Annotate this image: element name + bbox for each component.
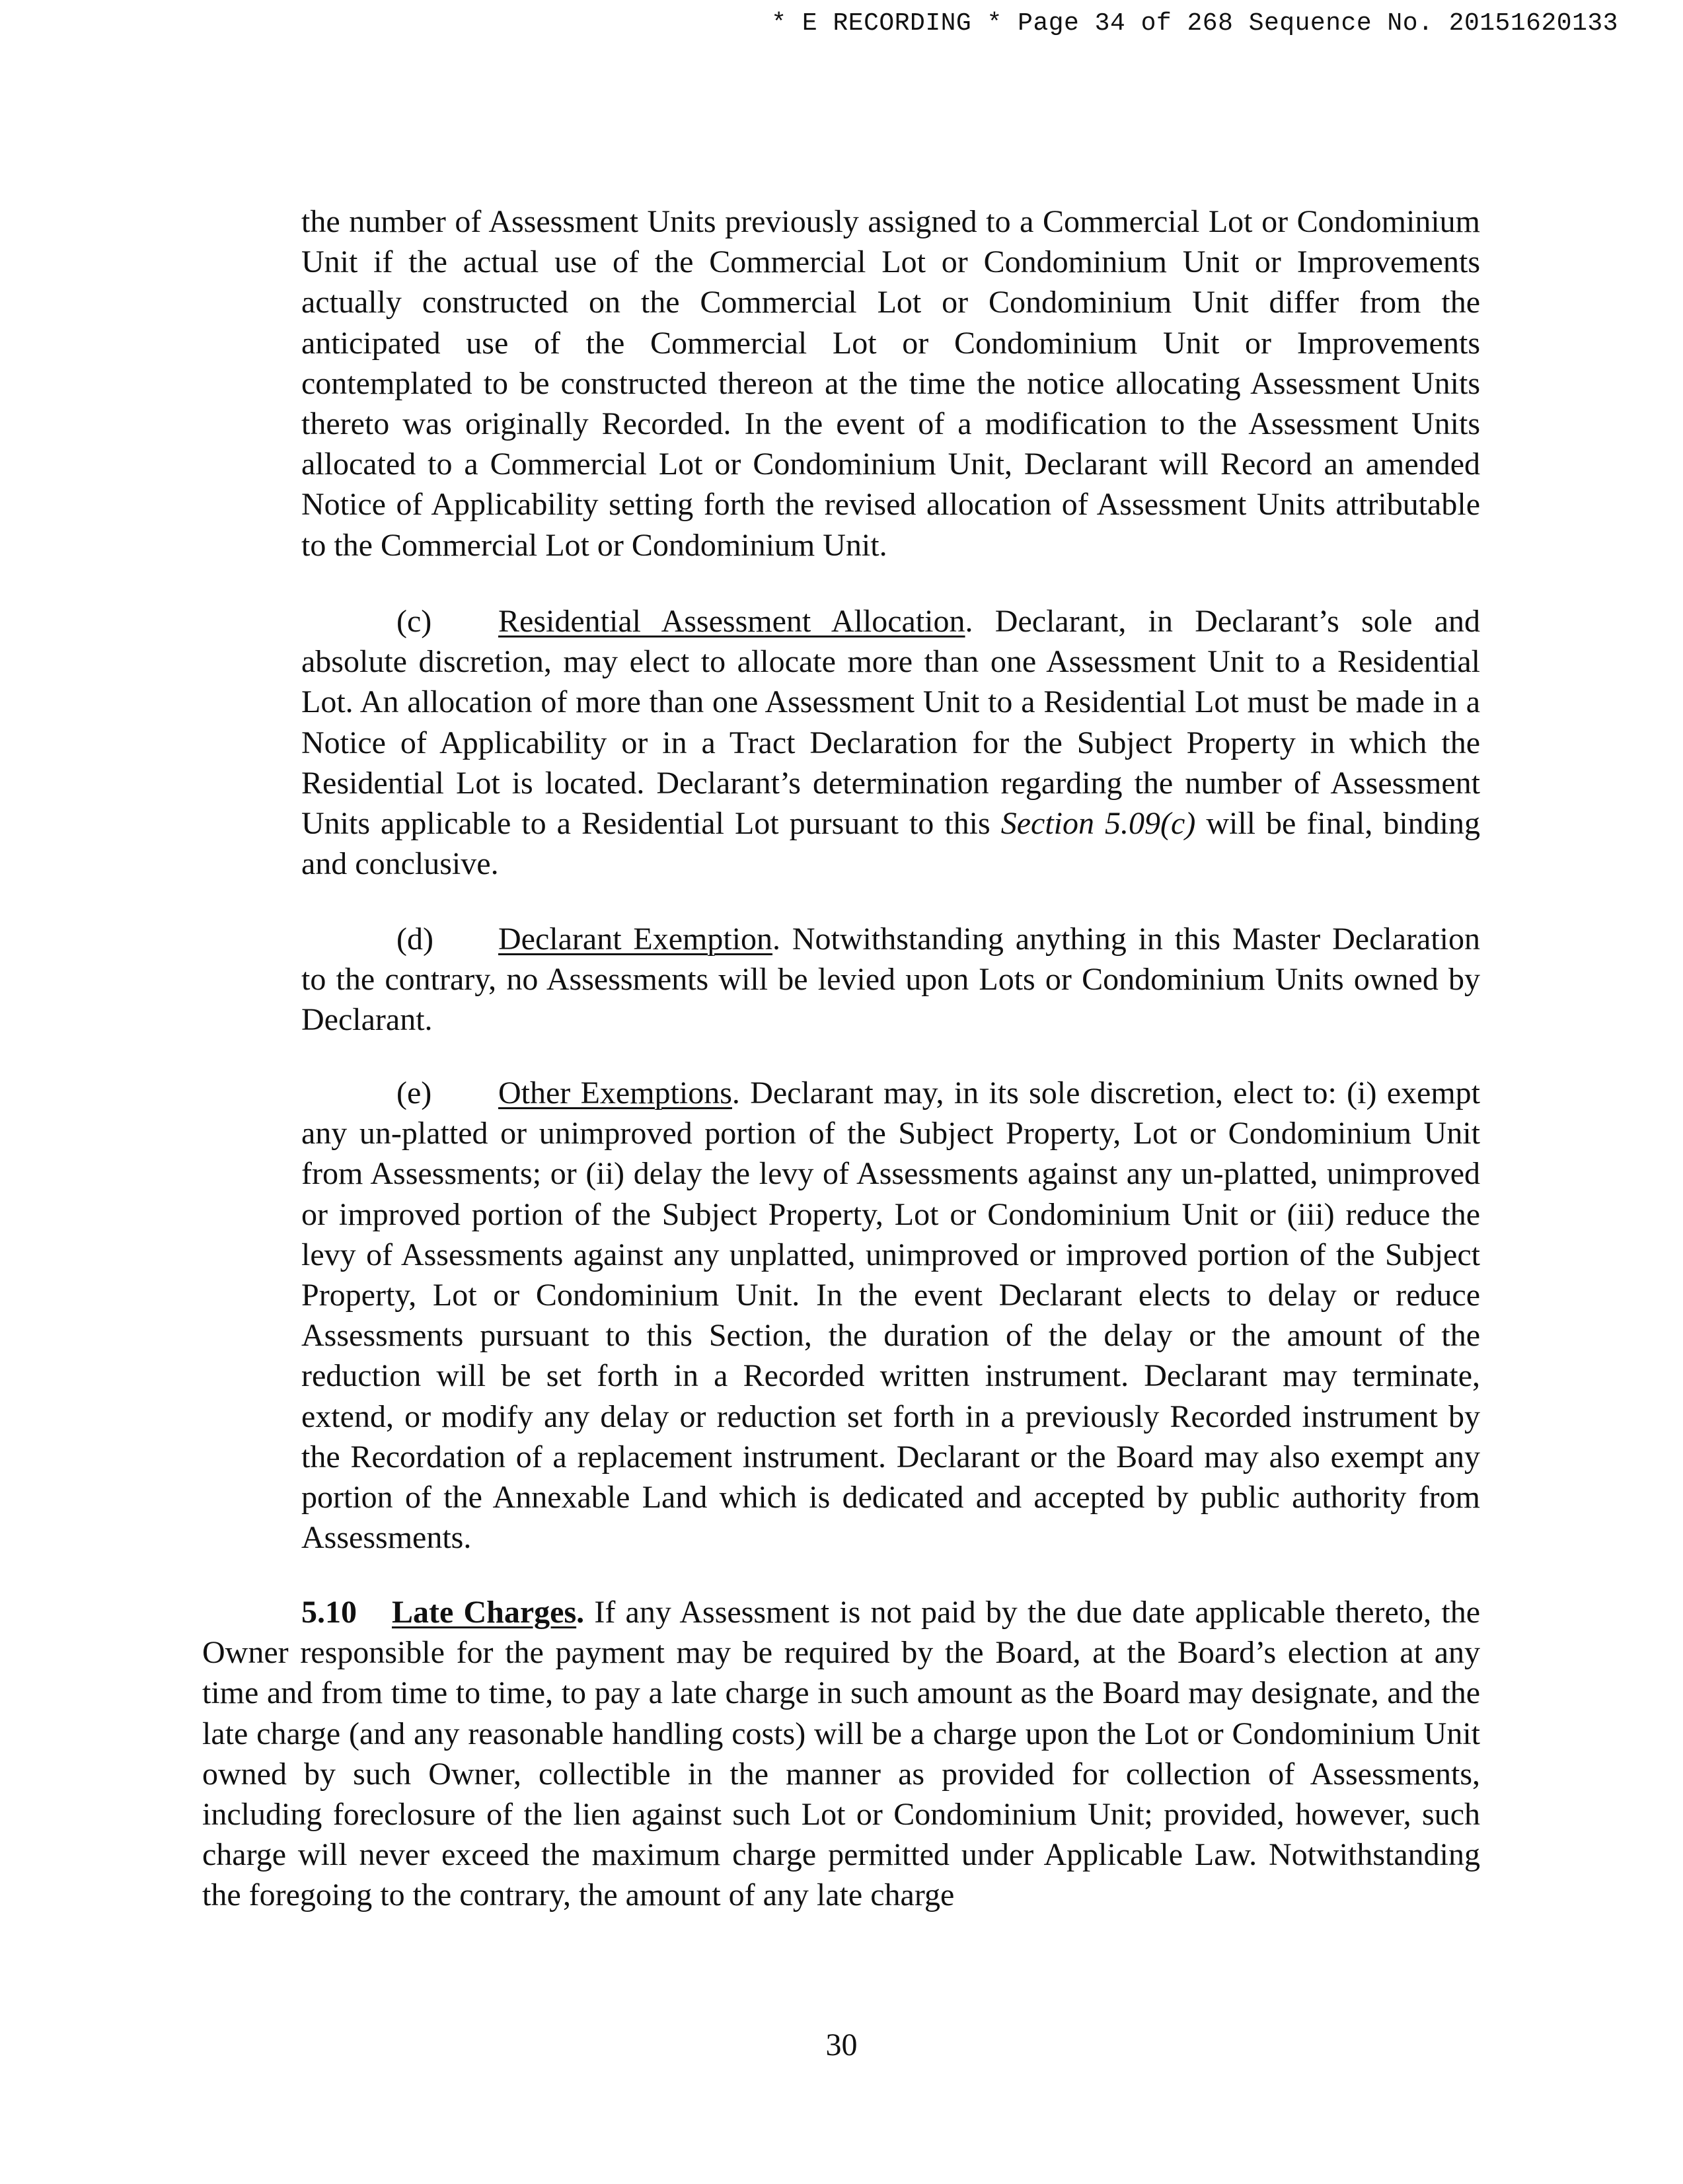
subsection-e-heading: Other Exemptions — [498, 1075, 732, 1110]
page-number: 30 — [825, 2027, 858, 2062]
subsection-e — [301, 1073, 1480, 1558]
subsection-e-enum: (e) — [396, 1075, 432, 1110]
subsection-e-text: . Declarant may, in its sole discretion, elect to: (i) exempt any un-platted or unimproved portion of the Subject Property, Lot or Condominium Unit from Assessments; or (ii) delay the levy of Assessments against any un-platted, unimproved or improved portion of the Subject Property, Lot or Condominium Unit or (iii) reduce the levy of Assessments against any unplatted, unimproved or improved portion of the Subject Property, Lot or Condominium Unit. In the event Declarant elects to delay or reduce Assessments pursuant to this Section, the duration of the delay or the amount of the reduction will be set forth in a Recorded written instrument. Declarant may terminate, extend, or modify any delay or reduction set forth in a previously Recorded instrument by the Recordation of a replacement instrument. Declarant or the Board may also exempt any portion of the Annexable Land which is dedicated and accepted by public authority from Assessments. — [301, 1075, 1480, 1556]
subsection-c-enum: (c) — [396, 604, 432, 639]
subsection-d-enum: (d) — [396, 922, 433, 957]
section-number: 5.10 — [301, 1595, 357, 1630]
recording-stamp-header: * E RECORDING * Page 34 of 268 Sequence No. 20151620133 — [771, 9, 1618, 38]
subsection-c-text-end: will be final, binding and conclusive. — [301, 806, 1481, 882]
subsection-d — [301, 919, 1480, 1040]
subsection-d-heading: Declarant Exemption — [498, 922, 773, 957]
subsection-d-text: . Notwithstanding anything in this Master Declaration to the contrary, no Assessments will be levied upon Lots or Condominium Units owned by Declarant. — [301, 922, 1480, 1038]
section-heading: Late Charges — [392, 1595, 577, 1630]
section-5-10 — [202, 1592, 1480, 1916]
section-reference: Section 5.09(c) — [1000, 806, 1196, 842]
section-5-10-text: If any Assessment is not paid by the due date applicable thereto, the Owner responsible for the payment may be required by the Board, at the Board’s election at any time and from time to time, to pay a late charge in such amount as the Board may designate, and the late charge (and any reasonable handling costs) will be a charge upon the Lot or Condominium Unit owned by such Owner, collectible in the manner as provided for collection of Assessments, including foreclosure of the lien against such Lot or Condominium Unit; provided, however, such charge will never exceed the maximum charge permitted under Applicable Law. Notwithstanding the foregoing to the contrary, the amount of any late charge — [202, 1595, 1480, 1913]
subsection-c-text: . Declarant, in Declarant’s sole and absolute discretion, may elect to allocate more than one Assessment Unit to a Residential Lot. An allocation of more than one Assessment Unit to a Residential Lot must be made in a Notice of Applicability or in a Tract Declaration for the Subject Property in which the Residential Lot is located. Declarant’s determination regarding the number of Assessment Units applicable to a Residential Lot pursuant to this — [301, 604, 1480, 842]
continued-paragraph: the number of Assessment Units previously assigned to a Commercial Lot or Condominium Unit if the actual use of the Commercial Lot or Condominium Unit or Improvements actually constructed on the Commercial Lot or Condominium Unit differ from the anticipated use of the Commercial Lot or Condominium Unit or Improvements contemplated to be constructed thereon at the time the notice allocating Assessment Units thereto was originally Recorded. In the event of a modification to the Assessment Units allocated to a Commercial Lot or Condominium Unit, Declarant will Record an amended Notice of Applicability setting forth the revised allocation of Assessment Units attributable to the Commercial Lot or Condominium Unit. — [301, 204, 1480, 563]
subsection-c-heading: Residential Assessment Allocation — [498, 604, 965, 639]
section-heading-period: . — [576, 1595, 585, 1630]
subsection-c — [301, 601, 1480, 884]
